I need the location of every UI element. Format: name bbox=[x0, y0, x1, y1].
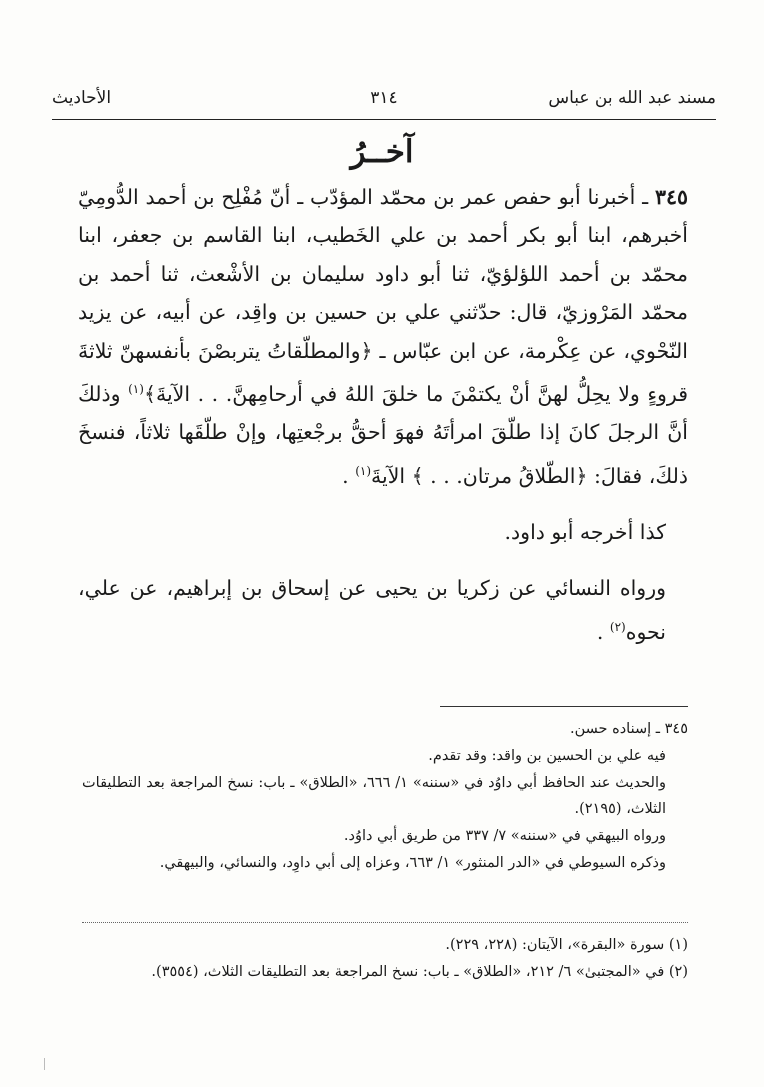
footnote-ref-2: (٢) bbox=[609, 619, 626, 634]
running-head-book-title: مسند عبد الله بن عباس bbox=[548, 88, 716, 108]
nasai-paragraph bbox=[78, 569, 688, 651]
running-head-section: الأحاديث bbox=[52, 88, 112, 108]
footnote-1: (١) سورة «البقرة»، الآيتان: (٢٢٨، ٢٢٩). bbox=[445, 937, 688, 953]
running-head bbox=[52, 88, 716, 118]
hadith-text-end: . bbox=[342, 463, 356, 488]
note-line: والحديث عند الحافظ أبي داوُد في «سننه» ١/ ٦٦٦، «الطلاق» ـ باب: نسخ المراجعة بعد التطليقات الثلاث، (٢١٩٥). bbox=[82, 774, 666, 818]
footnotes bbox=[82, 932, 688, 985]
hadith-text-continued: وذلكَ أنَّ الرجلَ كانَ إذا طلّقَ امرأتَهُ فهوَ أحقُّ برجْعتِها، وإنْ طلّقَها ثلاثاً، فنسخَ ذلكَ، فقالَ: ﴿الطّلاقُ مرتان. . . ﴾ الآيةَ bbox=[78, 381, 688, 488]
main-text bbox=[78, 178, 688, 651]
note-line: وذكره السيوطي في «الدر المنثور» ١/ ٦٦٣، وعزاه إلى أبي داوِد، والنسائي، والبيهقي. bbox=[159, 854, 666, 871]
nasai-text: ورواه النسائي عن زكريا بن يحيى عن إسحاق بن إبراهيم، عن علي، نحوه bbox=[78, 576, 666, 644]
header-rule bbox=[52, 119, 716, 120]
editor-notes bbox=[82, 716, 688, 877]
footnote-2: (٢) في «المجتبىٰ» ٦/ ٢١٢، «الطلاق» ـ باب: نسخ المراجعة بعد التطليقات الثلاث، (٣٥٥٤). bbox=[151, 963, 688, 980]
note-line: فيه علي بن الحسين بن واقد: وقد تقدم. bbox=[428, 747, 666, 764]
footnotes-separator bbox=[82, 922, 688, 923]
page-number: ٣١٤ bbox=[370, 88, 398, 108]
notes-lead: ٣٤٥ ـ إسناده حسن. bbox=[569, 721, 688, 737]
page-edge-mark bbox=[44, 1058, 45, 1070]
chapter-title: آخــرُ bbox=[350, 134, 414, 170]
footnote-ref-1b: (١) bbox=[355, 463, 372, 478]
hadith-number: ٣٤٥ bbox=[654, 185, 688, 209]
hadith-paragraph bbox=[78, 178, 688, 495]
note-line: ورواه البيهقي في «سننه» ٧/ ٣٣٧ من طريق أبي داوُد. bbox=[343, 828, 666, 845]
notes-separator bbox=[440, 706, 688, 707]
hadith-text: ـ أخبرنا أبو حفص عمر بن محمّد المؤدّب ـ أنّ مُفْلِح بن أحمد الدُّومِيّ أخبرهم، ابنا أبو بكر أحمد بن علي الخَطيب، ابنا القاسم بن جعفر، ابنا محمّد بن أحمد اللؤلؤيّ، ثنا أبو داود سليمان بن الأشْعث، ثنا أحمد بن محمّد المَرْوزيّ، قال: حدّثني علي بن حسين بن واقِد، عن أبيه، عن يزيد النّحْوي، عن عِكْرمة، عن ابن عبّاس ـ ﴿والمطلّقاتُ يتربصْنَ بأنفسهنّ ثلاثةَ قروءٍ ولا يحِلُّ لهنَّ أنْ يكتمْنَ ما خلقَ اللهُ في أرحامِهنَّ. . . الآيةَ﴾ bbox=[78, 185, 689, 406]
footnote-ref-1: (١) bbox=[128, 382, 144, 397]
nasai-text-end: . bbox=[596, 619, 610, 644]
abu-dawud-paragraph: كذا أخرجه أبو داود. bbox=[504, 519, 666, 544]
